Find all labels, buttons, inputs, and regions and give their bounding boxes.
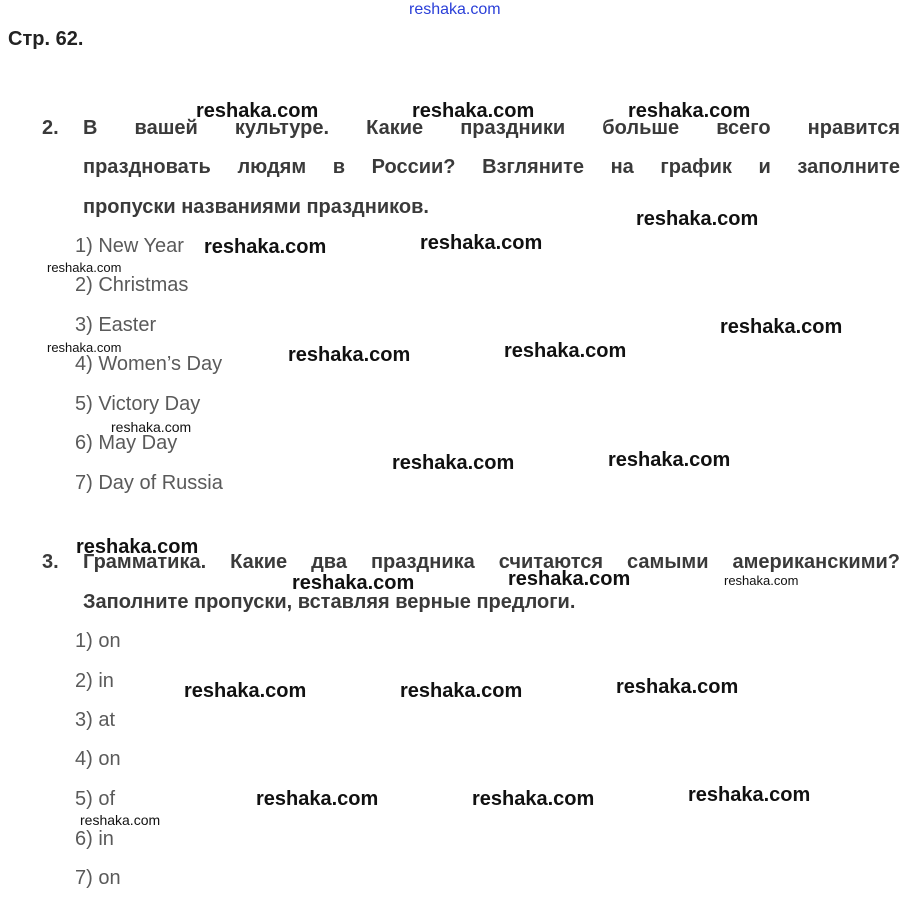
task-2-answer-1: 1) New Year <box>75 235 184 257</box>
watermark: reshaka.com <box>196 100 319 122</box>
task-3-answer-2: 2) in <box>75 670 114 692</box>
watermark: reshaka.com <box>111 419 192 435</box>
task-2-answer-3: 3) Easter <box>75 314 157 336</box>
task-3-number: 3. <box>42 551 59 573</box>
task-2-answer-6: 6) May Day <box>75 432 178 454</box>
watermark: reshaka.com <box>256 788 379 810</box>
watermark: reshaka.com <box>420 232 543 254</box>
task-3-line-2: Заполните пропуски, вставляя верные предлоги. <box>83 591 576 613</box>
page-number: Стр. 62. <box>8 28 84 50</box>
task-3-line-1: Грамматика. Какие два праздника считаются самыми американскими? <box>83 551 900 573</box>
task-2-answer-2: 2) Christmas <box>75 274 189 296</box>
watermark: reshaka.com <box>400 680 523 702</box>
task-2-answer-4: 4) Women’s Day <box>75 353 223 375</box>
site-header-link[interactable]: reshaka.com <box>409 1 501 18</box>
task-2-line-2: праздновать людям в России? Взгляните на график и заполните <box>83 156 900 178</box>
watermark: reshaka.com <box>688 784 811 806</box>
watermark: reshaka.com <box>292 572 415 594</box>
task-2-answer-7: 7) Day of Russia <box>75 472 223 494</box>
task-2-number: 2. <box>42 117 59 139</box>
task-2-line-3: пропуски названиями праздников. <box>83 196 429 218</box>
watermark: reshaka.com <box>288 344 411 366</box>
watermark: reshaka.com <box>608 449 731 471</box>
task-3-answer-4: 4) on <box>75 748 121 770</box>
watermark: reshaka.com <box>80 812 161 828</box>
watermark: reshaka.com <box>472 788 595 810</box>
task-3-answer-5: 5) of <box>75 788 116 810</box>
watermark: reshaka.com <box>616 676 739 698</box>
watermark: reshaka.com <box>724 573 799 588</box>
task-3-answer-7: 7) on <box>75 867 121 889</box>
watermark: reshaka.com <box>636 208 759 230</box>
watermark: reshaka.com <box>47 340 122 355</box>
task-2-line-1: В вашей культуре. Какие праздники больше всего нравится <box>83 117 900 139</box>
watermark: reshaka.com <box>508 568 631 590</box>
task-3-answer-3: 3) at <box>75 709 116 731</box>
watermark: reshaka.com <box>504 340 627 362</box>
watermark: reshaka.com <box>628 100 751 122</box>
watermark: reshaka.com <box>204 236 327 258</box>
watermark: reshaka.com <box>412 100 535 122</box>
watermark: reshaka.com <box>720 316 843 338</box>
watermark: reshaka.com <box>392 452 515 474</box>
task-3-answer-1: 1) on <box>75 630 121 652</box>
watermark: reshaka.com <box>184 680 307 702</box>
task-2-answer-5: 5) Victory Day <box>75 393 201 415</box>
watermark: reshaka.com <box>76 536 199 558</box>
task-3-answer-6: 6) in <box>75 828 114 850</box>
watermark: reshaka.com <box>47 260 122 275</box>
